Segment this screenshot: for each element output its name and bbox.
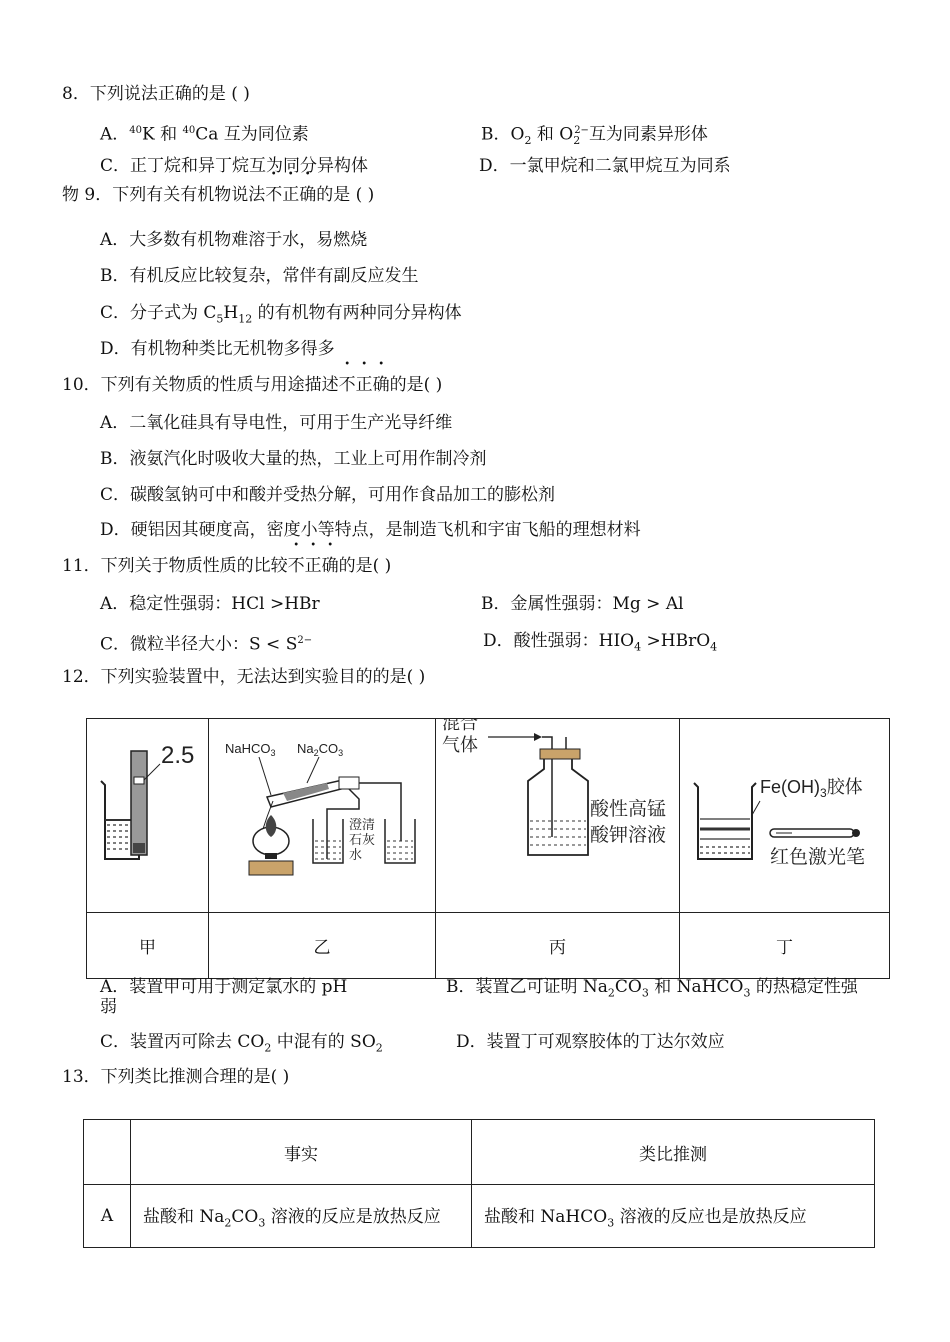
q12-option-b-wrap: 弱 bbox=[100, 997, 117, 1017]
colloid-label: $Fe(OH)_3$胶体 bbox=[760, 777, 863, 800]
q12-option-c: C．装置丙可除去 $CO_2$ 中混有的 $SO_2$ bbox=[100, 1032, 383, 1055]
q8-option-a: A．$^{40}$K 和 $^{40}$Ca 互为同位素 bbox=[100, 124, 309, 145]
q10-option-a: A．二氧化硅具有导电性，可用于生产光导纤维 bbox=[100, 413, 453, 433]
label-yi: 乙 bbox=[209, 913, 436, 979]
thermal-stability-figure bbox=[209, 719, 435, 907]
q11-option-a: A．稳定性强弱：HCl >HBr bbox=[100, 594, 320, 614]
q11-option-c: C．微粒半径大小：$S < S^{2-}$ bbox=[100, 634, 313, 655]
q9-option-c: C．分子式为 $C_5H_{12}$ 的有机物有两种同分异构体 bbox=[100, 303, 462, 326]
lime-water-label-3: 水 bbox=[349, 847, 363, 862]
mixed-gas-label-2: 气体 bbox=[442, 735, 478, 755]
q11-option-b: B．金属性强弱：Mg > Al bbox=[481, 594, 684, 614]
q9-stem: 物 9．下列有关有机物说法不正确的是 ( ) bbox=[62, 185, 375, 205]
q13-row-fact: 盐酸和 $Na_2CO_3$ 溶液的反应是放热反应 bbox=[131, 1185, 472, 1248]
q13-row-label: A bbox=[84, 1185, 131, 1248]
q12-option-b: B．装置乙可证明 $Na_2CO_3$ 和 NaHCO$_3$ 的热稳定性强 bbox=[446, 977, 858, 1000]
label-ding: 丁 bbox=[680, 913, 890, 979]
mixed-gas-label-1: 混合 bbox=[442, 719, 478, 733]
lime-water-label-1: 澄清 bbox=[349, 817, 376, 832]
q13-stem: 13．下列类比推测合理的是( ) bbox=[62, 1067, 290, 1087]
label-bing: 丙 bbox=[436, 913, 680, 979]
q13-header-blank bbox=[84, 1120, 131, 1185]
gas-washing-figure bbox=[436, 719, 679, 907]
q10-option-d: D．硬铝因其硬度高，密度小等特点，是制造飞机和宇宙飞船的理想材料 bbox=[100, 520, 641, 540]
q8-option-d: D．一氯甲烷和二氯甲烷互为同系 bbox=[479, 156, 731, 176]
svg-text:NaHCO3: NaHCO$_3$ bbox=[225, 741, 276, 758]
label-jia: 甲 bbox=[87, 913, 209, 979]
q10-stem: 10．下列有关物质的性质与用途描述不正确的是( ) bbox=[62, 375, 443, 395]
q9-option-a: A．大多数有机物难溶于水，易燃烧 bbox=[100, 230, 368, 250]
q13-header-inference: 类比推测 bbox=[472, 1120, 875, 1185]
q8-stem: 8．下列说法正确的是 ( ) bbox=[62, 84, 250, 104]
q8-option-c: C．正丁烷和异丁烷互为同分异构体 bbox=[100, 156, 369, 176]
ph-value-label: 2.5 bbox=[161, 742, 195, 769]
q13-table bbox=[83, 1119, 875, 1248]
red-laser-label: 红色激光笔 bbox=[770, 847, 866, 868]
q10-option-b: B．液氨汽化时吸收大量的热，工业上可用作制冷剂 bbox=[100, 449, 487, 469]
tyndall-figure bbox=[680, 719, 889, 907]
q12-option-a: A．装置甲可用于测定氯水的 pH bbox=[100, 977, 348, 997]
kmno4-label-2: 酸钾溶液 bbox=[590, 825, 667, 846]
q12-option-d: D．装置丁可观察胶体的丁达尔效应 bbox=[456, 1032, 725, 1052]
q12-apparatus-table bbox=[86, 718, 890, 979]
kmno4-label-1: 酸性高锰 bbox=[590, 799, 667, 820]
lime-water-label-2: 石灰 bbox=[349, 832, 376, 847]
beaker-ph-paper-figure bbox=[87, 719, 208, 907]
q8-option-b: B．$O_2$ 和 $O_2^{2-}$互为同素异形体 bbox=[481, 124, 708, 148]
apparatus-jia bbox=[87, 719, 209, 913]
q13-header-fact: 事实 bbox=[131, 1120, 472, 1185]
q11-stem: 11．下列关于物质性质的比较不正确的是( ) bbox=[62, 556, 392, 576]
q9-option-b: B．有机反应比较复杂，常伴有副反应发生 bbox=[100, 266, 419, 286]
apparatus-yi bbox=[209, 719, 436, 913]
q13-row-inference: 盐酸和 NaHCO$_3$ 溶液的反应也是放热反应 bbox=[472, 1185, 875, 1248]
apparatus-ding bbox=[680, 719, 890, 913]
apparatus-bing bbox=[436, 719, 680, 913]
svg-text:Na2CO3: $Na_2CO_3$ bbox=[297, 741, 344, 758]
q12-stem: 12．下列实验装置中，无法达到实验目的的是( ) bbox=[62, 667, 426, 687]
q10-option-c: C．碳酸氢钠可中和酸并受热分解，可用作食品加工的膨松剂 bbox=[100, 485, 556, 505]
q9-option-d: D．有机物种类比无机物多得多 bbox=[100, 339, 335, 359]
q11-option-d: D．酸性强弱：$HIO_4$ >HBrO$_4$ bbox=[483, 631, 718, 654]
